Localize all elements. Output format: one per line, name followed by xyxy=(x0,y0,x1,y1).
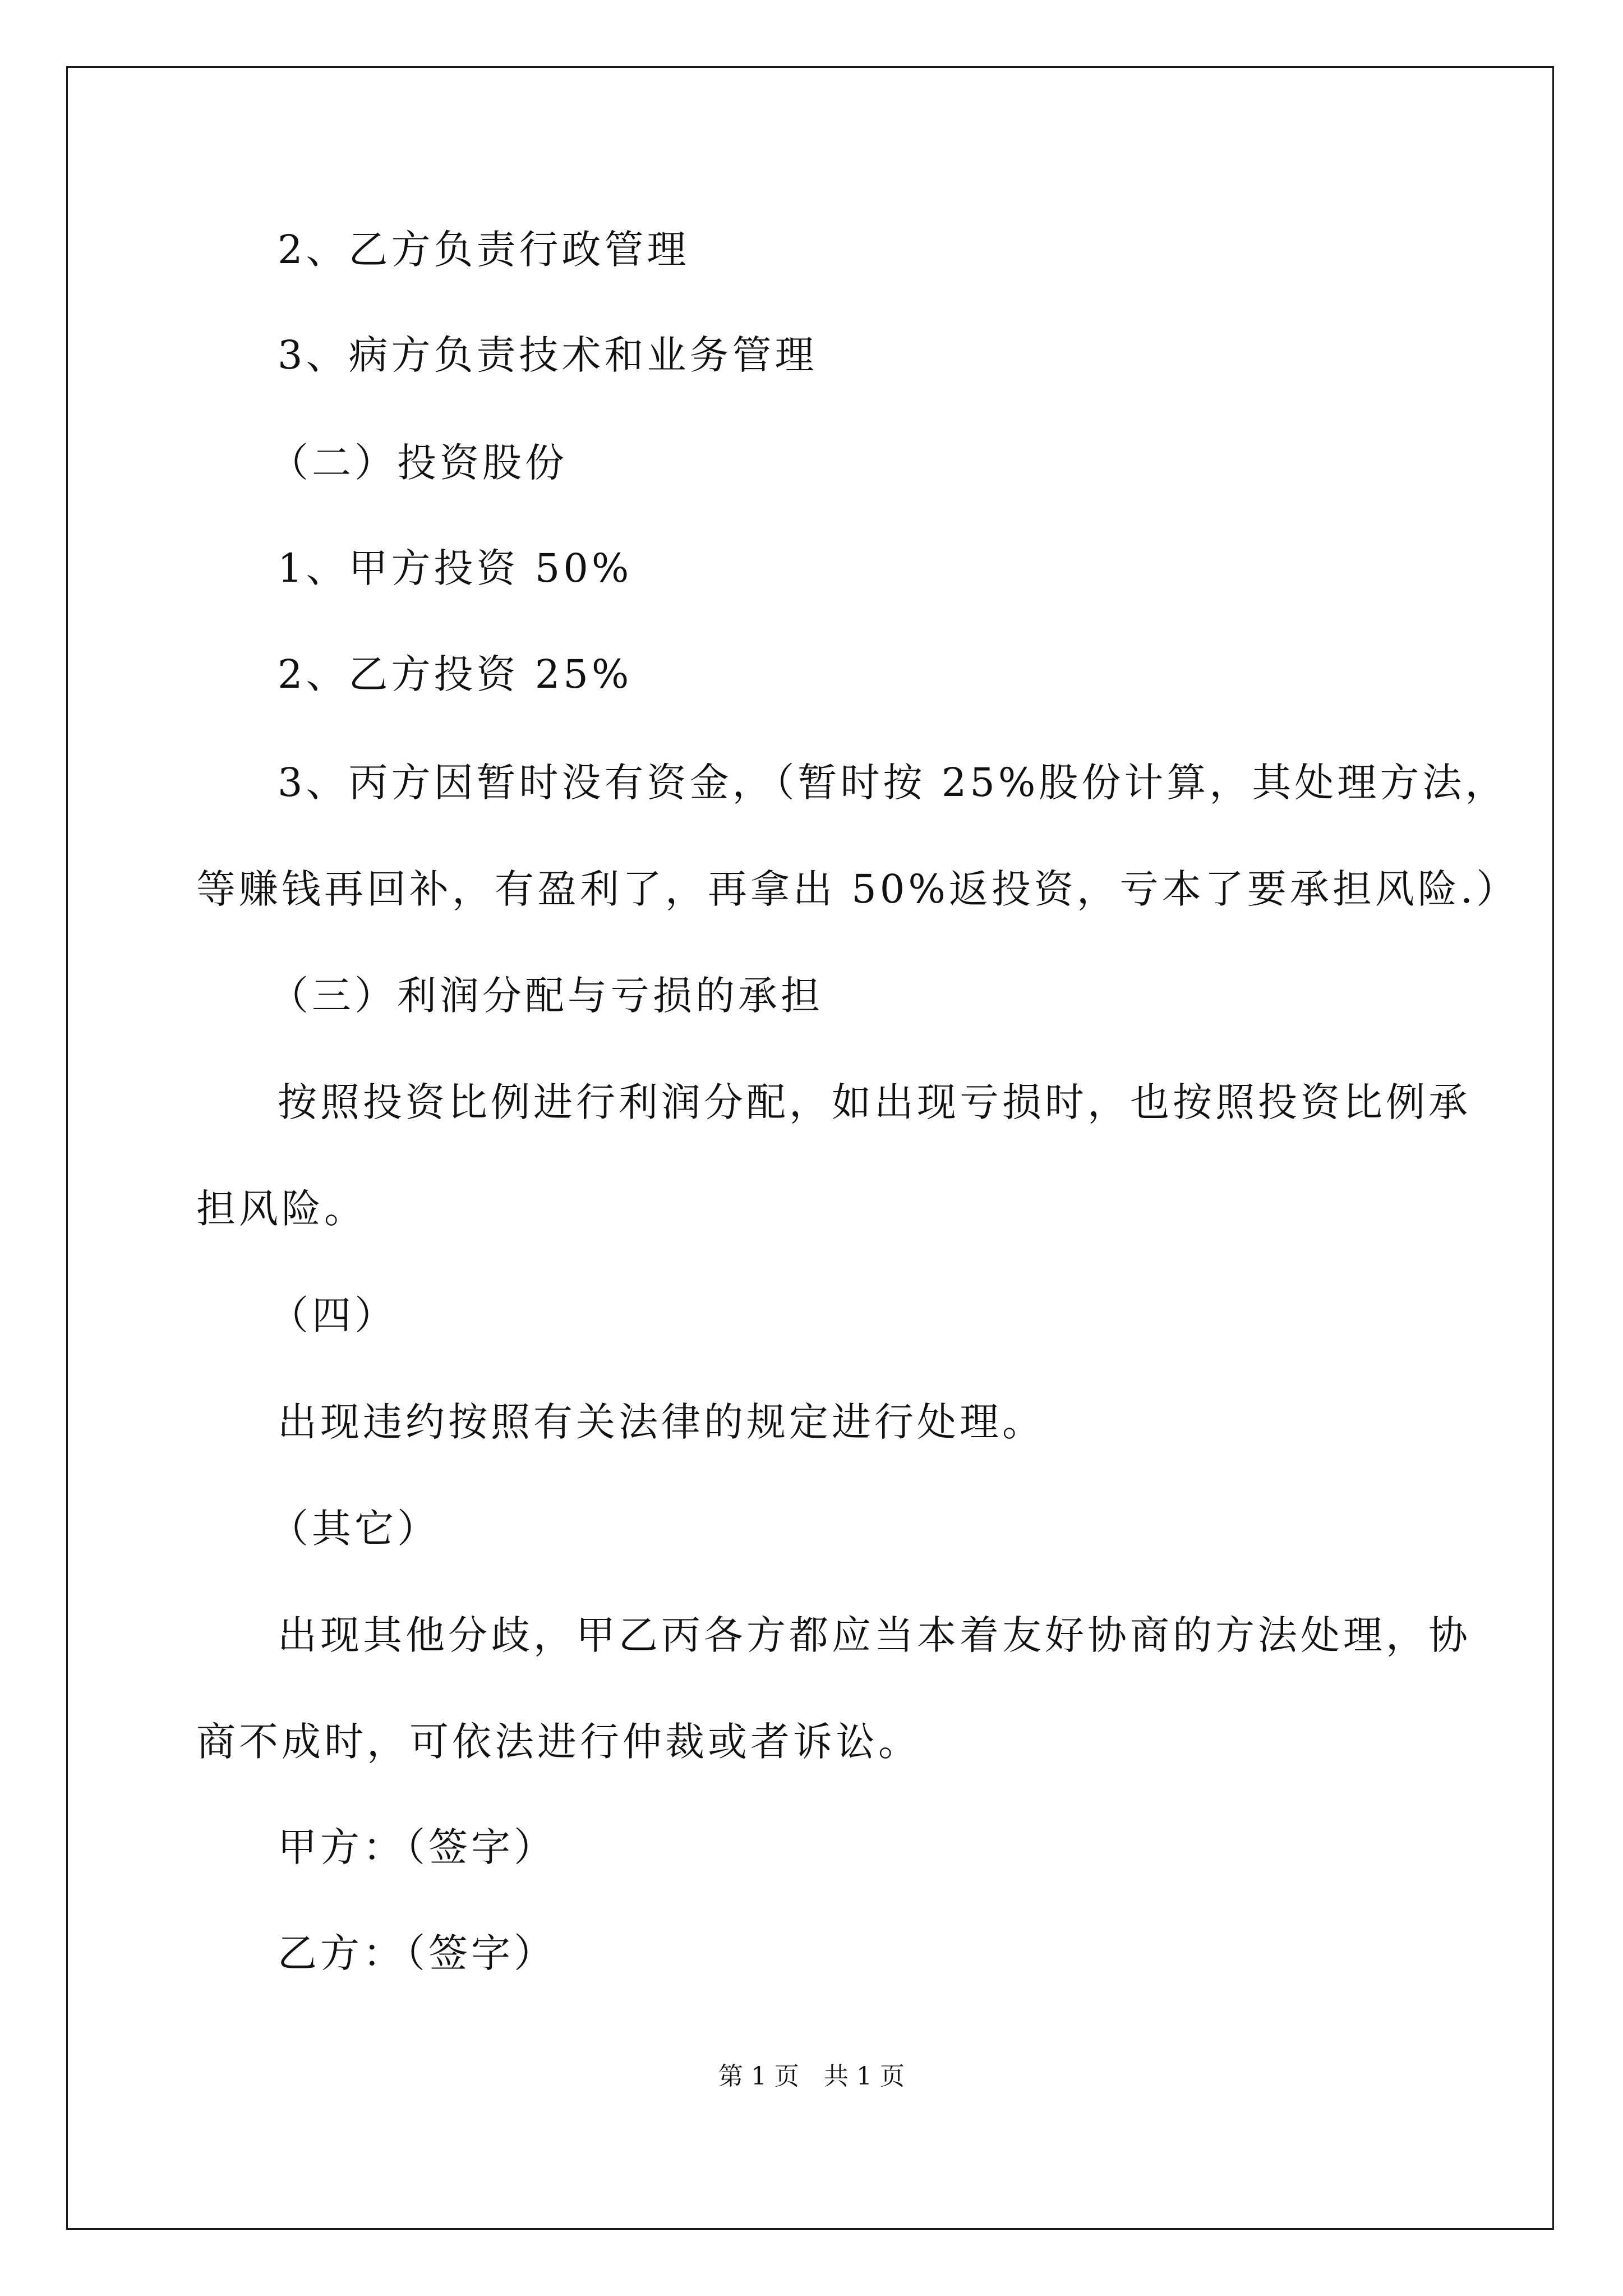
section-heading-investment: （二）投资股份 xyxy=(269,440,568,486)
section-heading-profit: （三）利润分配与亏损的承担 xyxy=(269,973,823,1019)
page-border xyxy=(66,66,1554,2230)
page-number-footer: 第 1 页 共 1 页 xyxy=(718,2062,905,2091)
clause-party-b-investment: 2、乙方投资 25% xyxy=(278,651,633,697)
signature-party-b: 乙方：（签字） xyxy=(278,1930,556,1976)
clause-party-c-investment: 3、丙方因暂时没有资金，（暂时按 25%股份计算，其处理方法， xyxy=(278,760,1508,806)
section-heading-other: （其它） xyxy=(269,1506,440,1552)
clause-breach: 出现违约按照有关法律的规定进行处理。 xyxy=(278,1399,1045,1445)
clause-disputes-cont: 商不成时，可依法进行仲裁或者诉讼。 xyxy=(196,1719,921,1765)
clause-disputes: 出现其他分歧，甲乙丙各方都应当本着友好协商的方法处理，协 xyxy=(278,1612,1471,1658)
clause-admin-management: 2、乙方负责行政管理 xyxy=(278,227,690,273)
clause-profit-distribution: 按照投资比例进行利润分配，如出现亏损时，也按照投资比例承 xyxy=(278,1079,1471,1125)
section-heading-four: （四） xyxy=(269,1292,397,1338)
clause-technical-management: 3、病方负责技术和业务管理 xyxy=(278,332,818,378)
signature-party-a: 甲方：（签字） xyxy=(278,1824,556,1870)
clause-party-a-investment: 1、甲方投资 50% xyxy=(278,545,633,591)
clause-party-c-investment-cont: 等赚钱再回补，有盈利了，再拿出 50%返投资，亏本了要承担风险.） xyxy=(196,866,1519,912)
clause-profit-distribution-cont: 担风险。 xyxy=(196,1186,367,1232)
